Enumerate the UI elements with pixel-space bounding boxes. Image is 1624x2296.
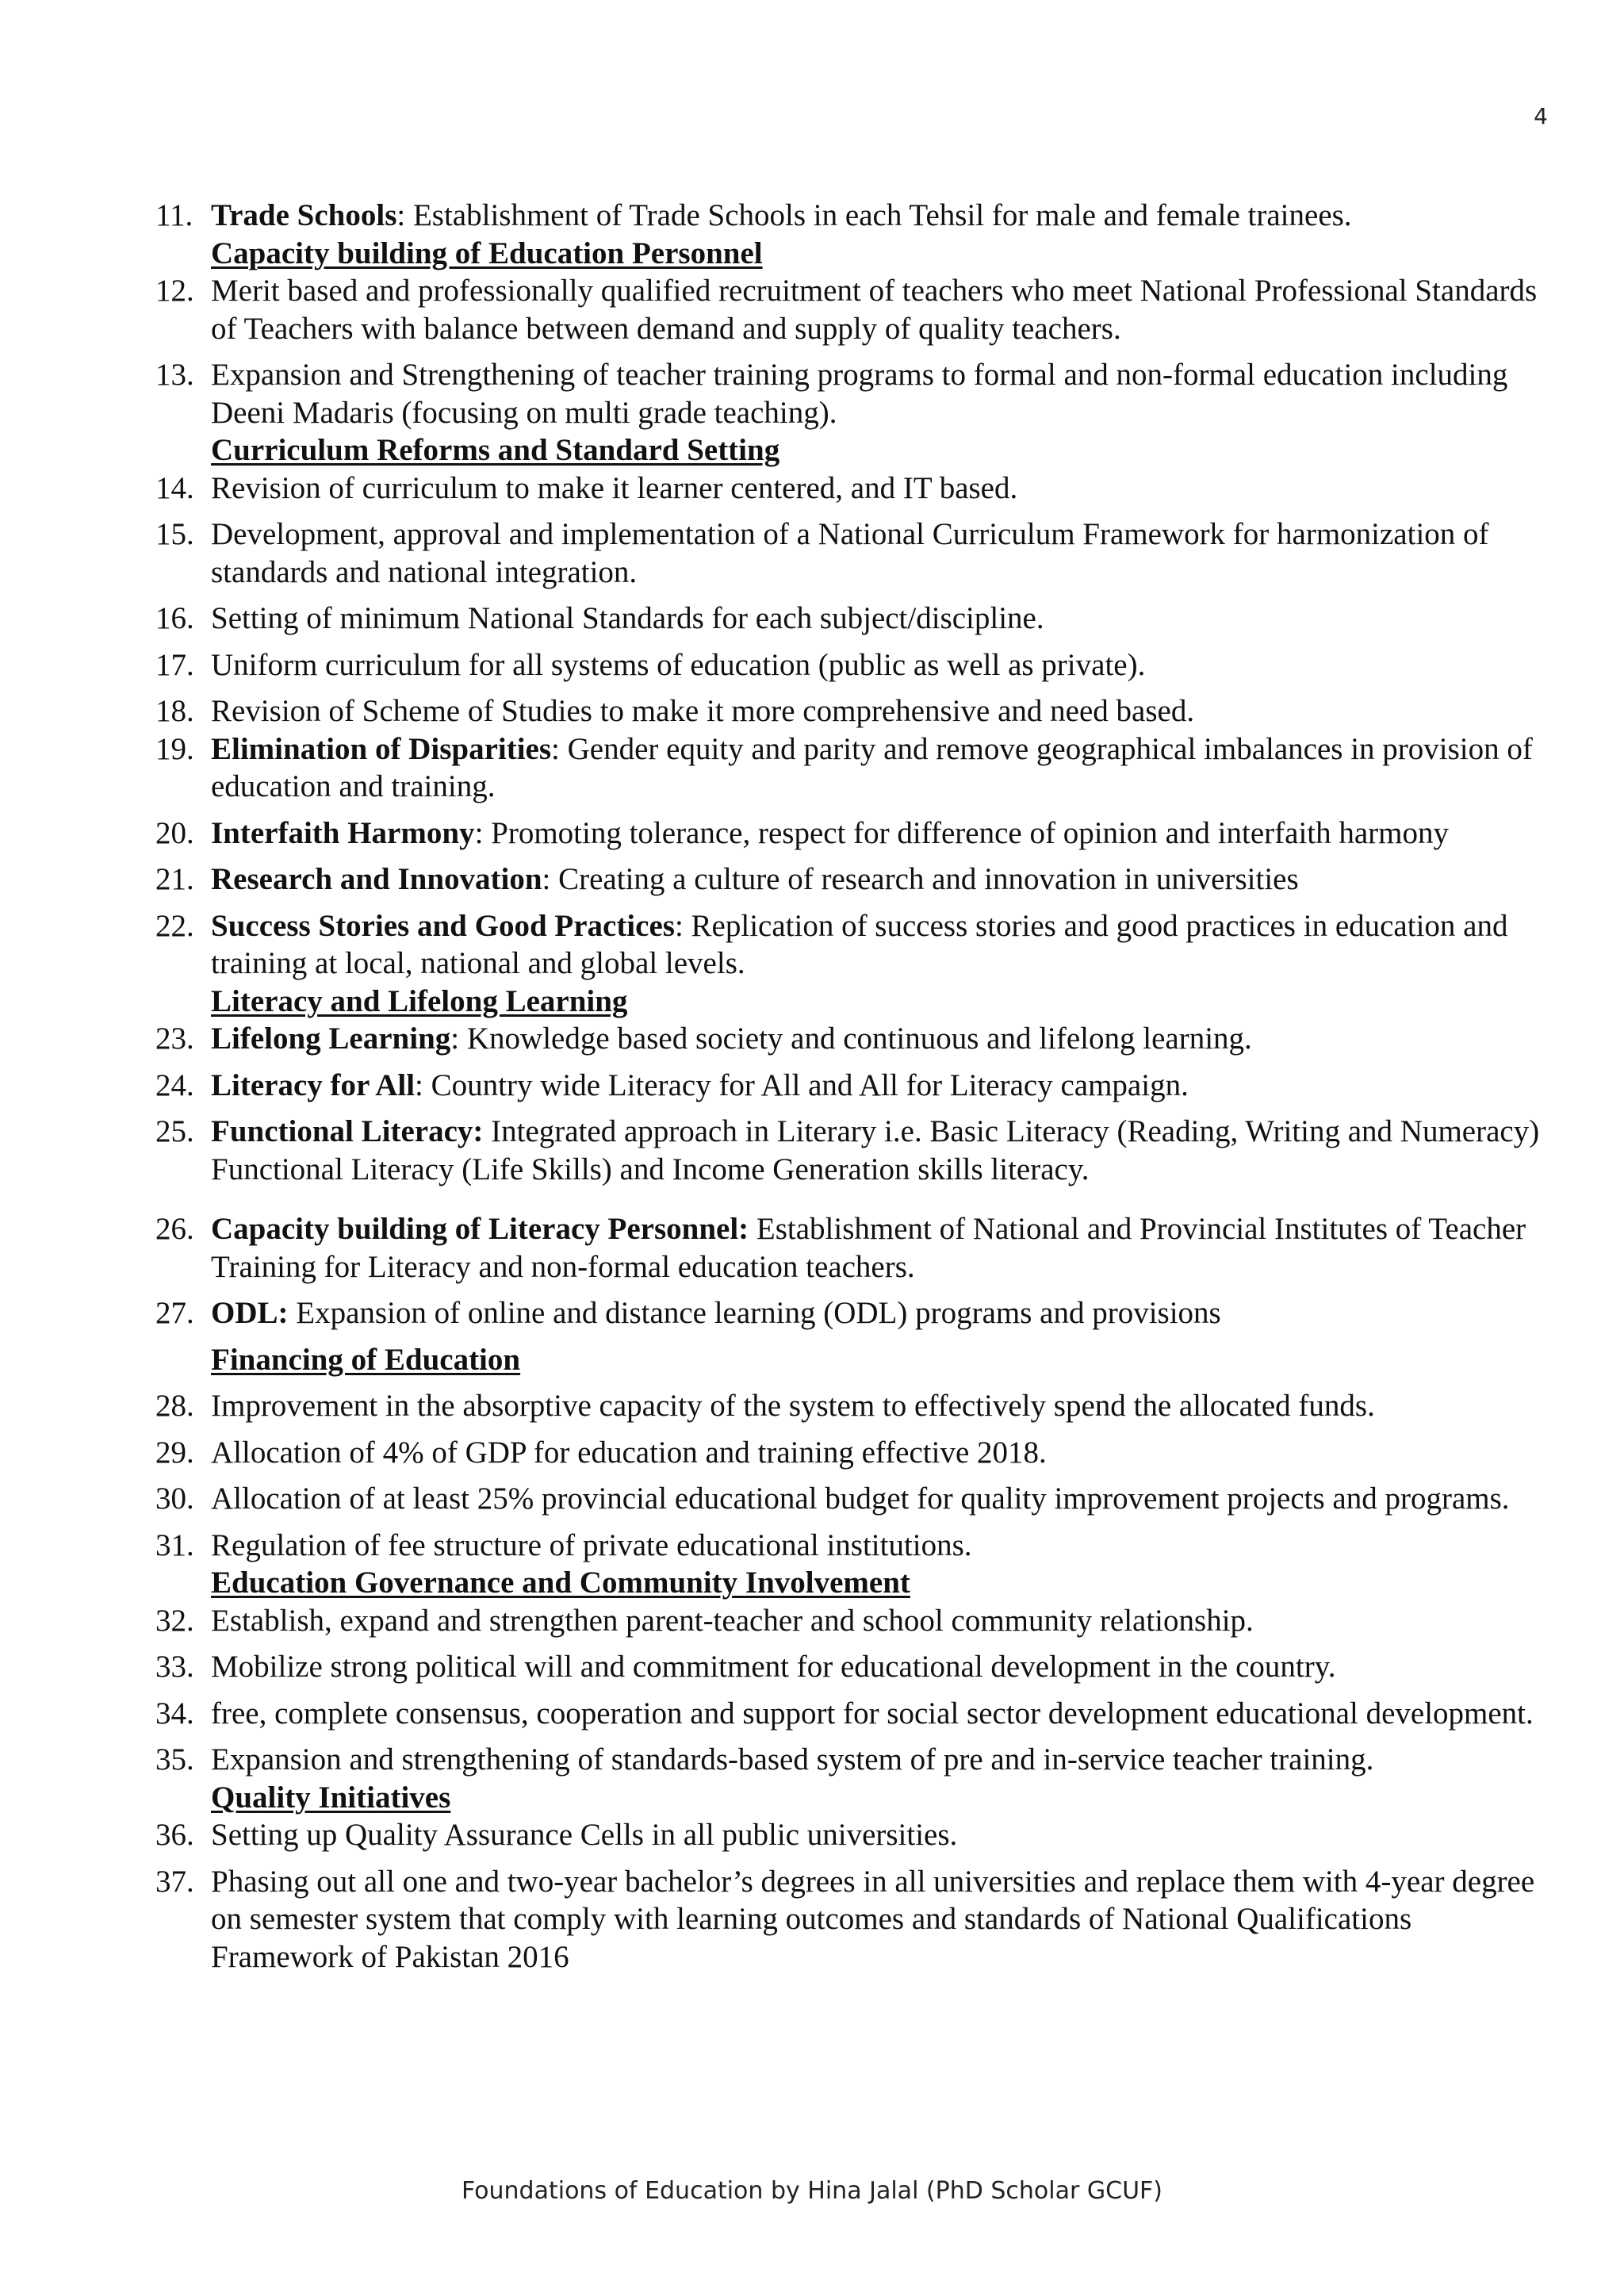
list-item-body <box>211 1481 1510 1516</box>
list-item-keyword: Success Stories and Good Practices <box>211 908 675 943</box>
list-item-body <box>211 909 1507 981</box>
list-item-body <box>211 1650 1335 1684</box>
list-item-number: 19. <box>155 731 194 766</box>
section-heading: Financing of Education <box>211 1342 521 1377</box>
list-item-body <box>211 198 1352 232</box>
list-item-text: Revision of curriculum to make it learner centered, and IT based. <box>211 470 1018 505</box>
page-footer: Foundations of Education by Hina Jalal (PhD Scholar GCUF) <box>461 2177 1162 2205</box>
list-item <box>155 1695 1559 1733</box>
list-item-body <box>211 1212 1526 1284</box>
list-item-keyword: Literacy for All <box>211 1068 416 1102</box>
list-item-number: 23. <box>155 1022 194 1056</box>
list-item-number: 21. <box>155 862 194 896</box>
list-item-body <box>211 1528 972 1562</box>
list-item-number: 31. <box>155 1527 194 1562</box>
list-item <box>155 1741 1559 1779</box>
list-item-body <box>211 1296 1221 1330</box>
list-item-body <box>211 1435 1047 1470</box>
list-item-body <box>211 1742 1373 1777</box>
list-item-keyword: Elimination of Disparities <box>211 731 552 766</box>
list-item-number: 34. <box>155 1696 194 1731</box>
list-item-number: 26. <box>155 1212 194 1246</box>
list-item-number: 13. <box>155 358 194 392</box>
list-item-body <box>211 358 1507 430</box>
list-item-number: 37. <box>155 1864 194 1899</box>
list-item <box>155 730 1559 806</box>
list-item-number: 24. <box>155 1068 194 1102</box>
list-item <box>155 861 1559 899</box>
list-item <box>155 646 1559 684</box>
list-item-text: : Replication of success stories and good practices in education and training at local, national and global levels. <box>211 908 1508 980</box>
list-item-body <box>211 1604 1254 1638</box>
list-item <box>155 1816 1559 1854</box>
list-item <box>155 692 1559 730</box>
list-item-text: Integrated approach in Literary i.e. Basic Literacy (Reading, Writing and Numeracy) Functional Literacy (Life Skills) and Income Generation skills literacy. <box>211 1114 1540 1186</box>
list-item-number: 11. <box>155 198 193 232</box>
list-item-keyword: Trade Schools <box>211 198 397 232</box>
list-item-number: 14. <box>155 470 194 505</box>
list-item <box>155 815 1559 853</box>
list-item <box>155 1480 1559 1518</box>
list-item-body <box>211 1818 957 1852</box>
list-item-body <box>211 471 1017 505</box>
list-item-number: 27. <box>155 1296 194 1330</box>
list-item <box>155 1067 1559 1105</box>
list-item-text: Establishment of National and Provincial Institutes of Teacher Training for Literacy and non-formal education teachers. <box>211 1212 1526 1284</box>
list-item <box>155 907 1559 983</box>
list-item <box>155 1387 1559 1425</box>
list-item-text: free, complete consensus, cooperation and support for social sector development educational development. <box>211 1696 1534 1731</box>
list-item <box>155 1434 1559 1472</box>
list-item-keyword: Lifelong Learning <box>211 1022 451 1056</box>
list-item <box>155 1602 1559 1640</box>
list-item-number: 30. <box>155 1481 194 1516</box>
list-item-number: 17. <box>155 647 194 682</box>
list-item-body <box>211 1389 1375 1423</box>
list-item-text: Establish, expand and strengthen parent-teacher and school community relationship. <box>211 1603 1254 1638</box>
list-item-text: Merit based and professionally qualified recruitment of teachers who meet National Professional Standards of Teachers with balance between demand and supply of quality teachers. <box>211 274 1538 346</box>
document-body <box>155 197 1559 1976</box>
list-item-body <box>211 862 1299 896</box>
list-item-body <box>211 816 1449 850</box>
list-item-number: 32. <box>155 1603 194 1638</box>
list-item <box>155 1863 1559 1976</box>
list-item-number: 15. <box>155 517 194 551</box>
list-item-text: : Gender equity and parity and remove geographical imbalances in provision of education and training. <box>211 731 1533 803</box>
list-item-text: Revision of Scheme of Studies to make it more comprehensive and need based. <box>211 694 1195 728</box>
list-item-text: Expansion and strengthening of standards-based system of pre and in-service teacher training. <box>211 1742 1374 1777</box>
list-item <box>155 516 1559 591</box>
list-item-number: 29. <box>155 1435 194 1470</box>
list-item-text: Development, approval and implementation of a National Curriculum Framework for harmonization of standards and national integration. <box>211 517 1489 589</box>
list-item-text: : Establishment of Trade Schools in each Tehsil for male and female trainees. <box>396 198 1352 232</box>
list-item-number: 18. <box>155 694 194 728</box>
list-item-text: Allocation of 4% of GDP for education and training effective 2018. <box>211 1435 1047 1470</box>
list-item <box>155 1294 1559 1332</box>
list-item <box>155 1527 1559 1565</box>
list-item-body <box>211 1114 1539 1186</box>
list-item-number: 35. <box>155 1742 194 1777</box>
list-item-keyword: Capacity building of Literacy Personnel: <box>211 1212 749 1246</box>
list-item <box>155 1020 1559 1058</box>
list-item <box>155 1113 1559 1188</box>
list-item-text: Mobilize strong political will and commitment for educational development in the country. <box>211 1650 1336 1684</box>
list-item-body <box>211 601 1044 635</box>
list-item-text: Uniform curriculum for all systems of education (public as well as private). <box>211 647 1146 682</box>
list-item-number: 16. <box>155 601 194 635</box>
list-item-text: Improvement in the absorptive capacity of the system to effectively spend the allocated funds. <box>211 1389 1375 1423</box>
list-item-keyword: ODL: <box>211 1296 289 1330</box>
list-item <box>155 197 1559 235</box>
section-heading: Curriculum Reforms and Standard Setting <box>211 433 780 467</box>
list-item <box>155 356 1559 431</box>
list-item-text: : Country wide Literacy for All and All for Literacy campaign. <box>415 1068 1189 1102</box>
list-item-keyword: Functional Literacy: <box>211 1114 484 1148</box>
section-heading: Education Governance and Community Involvement <box>211 1566 910 1600</box>
list-item-body <box>211 517 1489 589</box>
list-item-body <box>211 1865 1534 1974</box>
list-item-number: 25. <box>155 1114 194 1148</box>
list-item-number: 28. <box>155 1389 194 1423</box>
list-item-body <box>211 1022 1252 1056</box>
list-item-text: Phasing out all one and two-year bachelor’s degrees in all universities and replace them with 4-year degree on semester system that comply with learning outcomes and standards of National Qualifications Framework of Pakistan 2016 <box>211 1864 1535 1974</box>
list-item-body <box>211 1696 1534 1731</box>
list-item-number: 22. <box>155 908 194 943</box>
list-item-text: Regulation of fee structure of private educational institutions. <box>211 1527 972 1562</box>
list-item-text: : Knowledge based society and continuous and lifelong learning. <box>450 1022 1252 1056</box>
list-item <box>155 1648 1559 1686</box>
list-item-keyword: Interfaith Harmony <box>211 815 475 850</box>
list-item <box>155 272 1559 347</box>
list-item-text: : Promoting tolerance, respect for difference of opinion and interfaith harmony <box>474 815 1450 850</box>
list-item-number: 33. <box>155 1650 194 1684</box>
list-item-text: Setting up Quality Assurance Cells in all public universities. <box>211 1818 958 1852</box>
list-item-number: 12. <box>155 274 194 308</box>
section-heading: Literacy and Lifelong Learning <box>211 983 628 1018</box>
list-item <box>155 470 1559 508</box>
section-heading: Quality Initiatives <box>211 1780 451 1815</box>
list-item-text: Expansion and Strengthening of teacher training programs to formal and non-formal education including Deeni Madaris (focusing on multi grade teaching). <box>211 358 1508 430</box>
list-item-body <box>211 648 1145 682</box>
page-number: 4 <box>1534 103 1548 129</box>
list-item-number: 36. <box>155 1818 194 1852</box>
list-item-body <box>211 274 1537 346</box>
list-item-number: 20. <box>155 815 194 850</box>
list-item-text: Allocation of at least 25% provincial educational budget for quality improvement projects and programs. <box>211 1481 1510 1516</box>
list-item-body <box>211 694 1194 728</box>
list-item-text: Expansion of online and distance learning (ODL) programs and provisions <box>288 1296 1221 1330</box>
list-item-keyword: Research and Innovation <box>211 862 542 896</box>
list-item-text: Setting of minimum National Standards for each subject/discipline. <box>211 601 1044 635</box>
section-heading: Capacity building of Education Personnel <box>211 236 763 270</box>
list-item-text: : Creating a culture of research and innovation in universities <box>542 862 1299 896</box>
list-item-body <box>211 1068 1189 1102</box>
list-item-body <box>211 732 1533 804</box>
list-item <box>155 1210 1559 1286</box>
list-item <box>155 600 1559 638</box>
